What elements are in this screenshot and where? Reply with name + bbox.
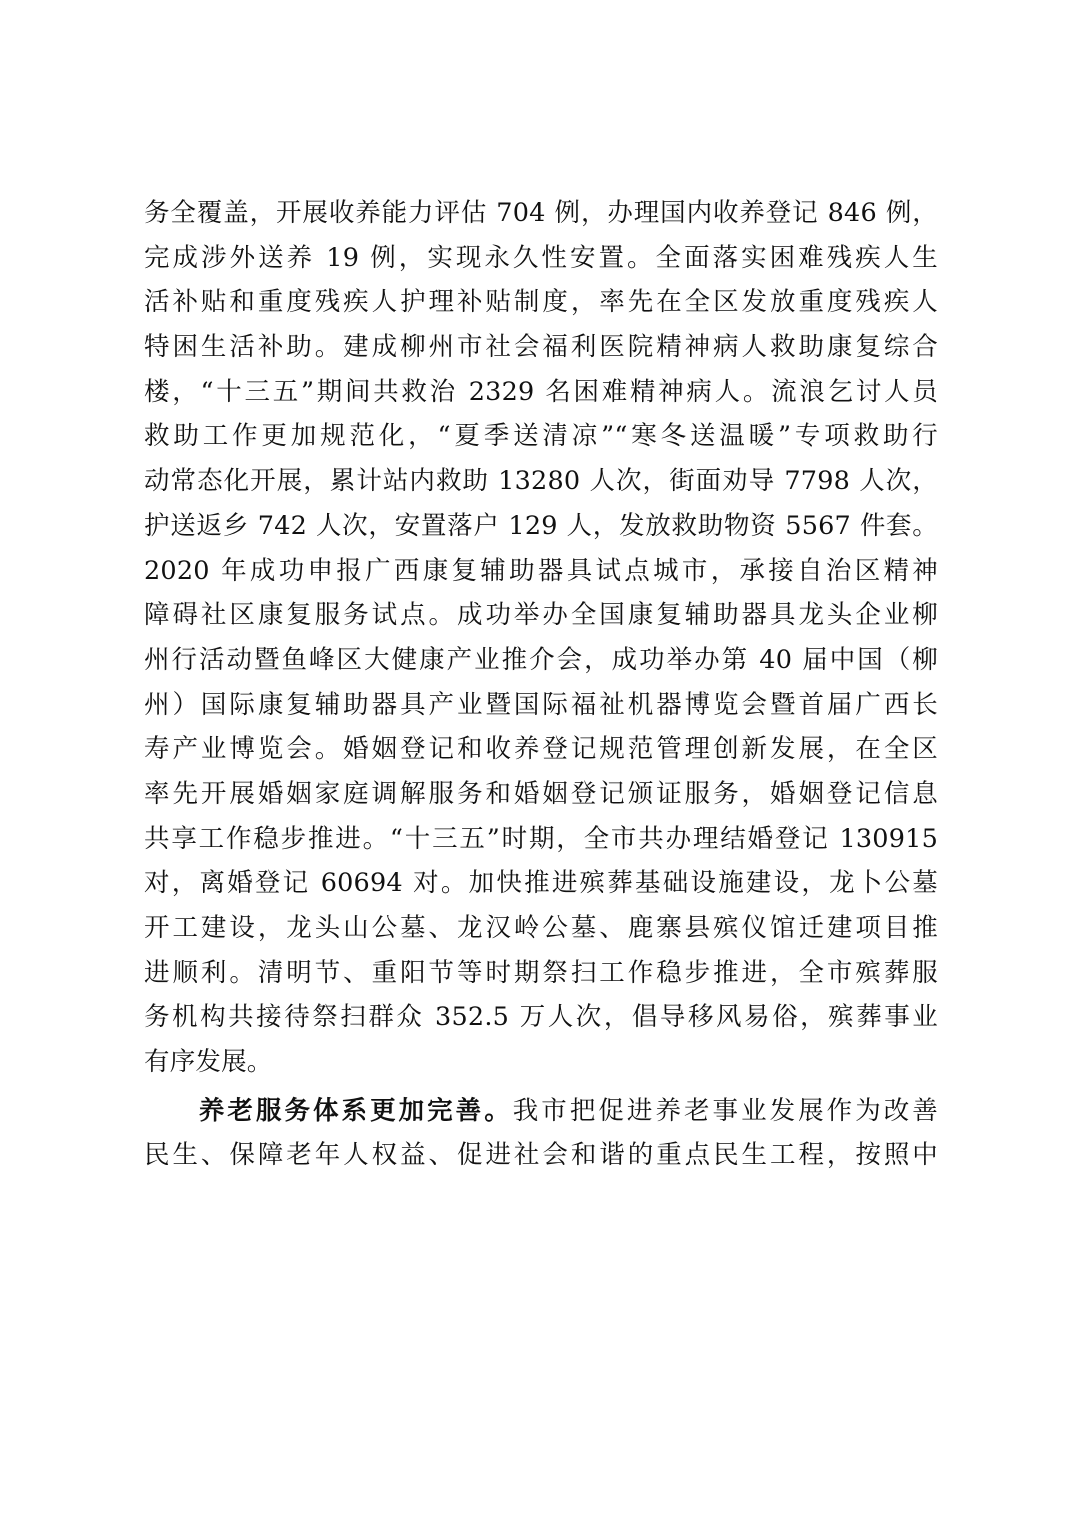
text-line: 对，离婚登记 60694 对。加快推进殡葬基础设施建设，龙卜公墓 (144, 868, 938, 899)
paragraph (144, 191, 938, 1085)
text-line: 2020 年成功申报广西康复辅助器具试点城市，承接自治区精神 (144, 555, 938, 586)
section-heading: 养老服务体系更加完善。 (196, 1095, 513, 1126)
text-line: 特困生活补助。建成柳州市社会福利医院精神病人救助康复综合 (144, 332, 938, 363)
text-line: 动常态化开展，累计站内救助 13280 人次，街面劝导 7798 人次， (144, 466, 938, 497)
text-line: 有序发展。 (144, 1047, 273, 1078)
text-line: 州）国际康复辅助器具产业暨国际福祉机器博览会暨首届广西长 (144, 689, 938, 720)
text-line: 进顺利。清明节、重阳节等时期祭扫工作稳步推进，全市殡葬服 (144, 957, 938, 988)
text-line: 务全覆盖，开展收养能力评估 704 例，办理国内收养登记 846 例， (144, 198, 938, 228)
heading-line-text: 我市把促进养老事业发展作为改善 (512, 1095, 938, 1126)
text-line: 救助工作更加规范化，“夏季送清凉”“寒冬送温暖”专项救助行 (144, 421, 938, 452)
text-line: 民生、保障老年人权益、促进社会和谐的重点民生工程，按照中 (144, 1140, 938, 1171)
text-line: 共享工作稳步推进。“十三五”时期，全市共办理结婚登记 130915 (144, 823, 938, 854)
text-line: 务机构共接待祭扫群众 352.5 万人次，倡导移风易俗，殡葬事业 (144, 1002, 938, 1033)
text-line: 楼，“十三五”期间共救治 2329 名困难精神病人。流浪乞讨人员 (144, 376, 938, 407)
paragraph (144, 1089, 938, 1178)
body-text (144, 191, 938, 1178)
text-line: 率先开展婚姻家庭调解服务和婚姻登记颁证服务，婚姻登记信息 (144, 778, 938, 809)
text-line: 障碍社区康复服务试点。成功举办全国康复辅助器具龙头企业柳 (144, 600, 938, 631)
text-line: 寿产业博览会。婚姻登记和收养登记规范管理创新发展，在全区 (144, 734, 938, 765)
text-line: 护送返乡 742 人次，安置落户 129 人，发放救助物资 5567 件套。 (144, 510, 938, 541)
text-line: 州行活动暨鱼峰区大健康产业推介会，成功举办第 40 届中国（柳 (144, 644, 938, 675)
text-line: 活补贴和重度残疾人护理补贴制度，率先在全区发放重度残疾人 (144, 287, 938, 318)
text-line (144, 1089, 938, 1134)
text-line: 开工建设，龙头山公墓、龙汉岭公墓、鹿寨县殡仪馆迁建项目推 (144, 913, 938, 943)
text-line: 完成涉外送养 19 例，实现永久性安置。全面落实困难残疾人生 (144, 242, 938, 273)
